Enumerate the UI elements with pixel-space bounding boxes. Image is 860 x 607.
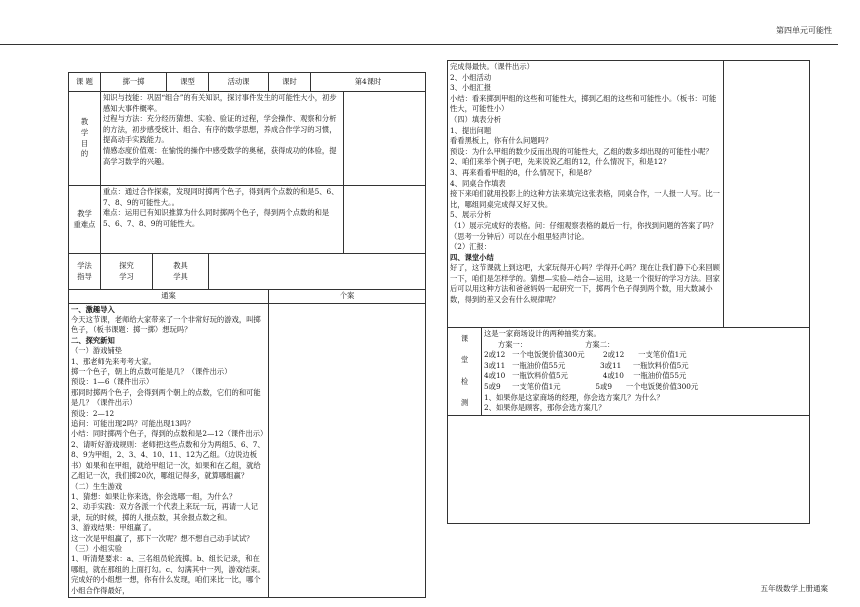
period-value: 第4课时 xyxy=(311,73,426,92)
body-line: 今天这节课，老师给大家带来了一个非常好玩的游戏，叫掷色子，（板书课题：掷一掷）想玩吗？ xyxy=(71,315,261,335)
test-row-1: 2或12 一个电饭煲价值300元 2或12 一支笔价值1元 xyxy=(484,350,687,360)
body-line: 好了，这节课就上到这吧，大家玩得开心吗？学得开心吗？现在让我们静下心来回顾一下，咱们是怎样学的。猜想—实验—结合—运用，这是一个很好的学习方法。回家后可以用这种方法和爸爸妈妈一起研究一下，掷两个色子得到两个数，用大数减小数，得到的差又会有什么规律呢？ xyxy=(450,263,720,305)
objective-attitude: 情感态度价值观：在愉悦的操作中感受数学的奥秘，获得成功的体验，提高学习数学的兴趣。 xyxy=(103,145,337,166)
body-line: （四）填表分析 xyxy=(450,114,502,124)
test-question-1: 1、如果你是这家商场的经理，你会选方案几？为什么？ xyxy=(484,392,664,402)
body-line: （2）汇报： xyxy=(450,242,492,252)
body-line: 1、提出问题 xyxy=(450,125,492,135)
test-question-2: 2、如果你是顾客，那你会选方案几？ xyxy=(484,403,606,413)
body-line: （三）小组实验 xyxy=(71,543,123,553)
lesson-plan-left-table xyxy=(68,72,426,598)
body-line: 3、游戏结果：甲组赢了。 xyxy=(71,523,156,533)
objective-process: 过程与方法：充分经历猜想、实验、验证的过程，学会操作、观察和分析的方法，初步感受统计、组合、有序的数学思想，养成合作学习的习惯，提高动手实践能力。 xyxy=(103,114,337,145)
objectives-label: 教 学 目 的 xyxy=(69,92,101,186)
body-line: （一）游戏铺垫 xyxy=(71,346,123,356)
lesson-plan-right-table xyxy=(447,60,810,524)
general-plan-header: 通案 xyxy=(69,290,269,304)
body-line: 1、听清楚要求：a、三名组员轮流掷。b、组长记录，和在哪组，就在那组的上面打勾。c、勾满其中一列，游戏结束。完成好的小组想一想，你有什么发现，咱们来比一比，哪个小组合作得最好， xyxy=(71,554,265,595)
body-line: 追问：可能出现2吗？可能出现13吗？ xyxy=(71,419,195,429)
section-heading: 一、激趣导入 xyxy=(71,304,115,314)
objectives-blank xyxy=(344,92,426,186)
section-heading: 四、课堂小结 xyxy=(450,252,494,262)
body-line: 5、展示分析 xyxy=(450,210,492,220)
body-line: （二）生生游戏 xyxy=(71,481,123,491)
body-line: 1、猜想：如果让你来选，你会选哪一组，为什么？ xyxy=(71,491,237,501)
body-line: 2、请听好游戏规则：老师把这些点数和分为两组5、6、7、8、9为甲组，2、3、4、10、11、12为乙组。（边说边板书）如果和在甲组，就给甲组记一次，如果和在乙组，就给乙组记一次，我们掷20次，哪组记得多，就算哪组赢？ xyxy=(71,439,265,481)
topic-label: 课 题 xyxy=(69,73,101,92)
body-line: 看看黑板上，你有什么问题吗？ xyxy=(450,136,553,146)
test-intro: 这是一家商场设计的两种抽奖方案。 xyxy=(484,329,601,338)
objective-knowledge: 知识与技能：巩固“组合”的有关知识，探讨事件发生的可能性大小，初步感知大事件概率。 xyxy=(103,93,337,113)
header-unit-title: 第四单元可能性 xyxy=(776,26,832,35)
body-line: 小结：同时掷两个色子，得到的点数和是2—12（课件出示） xyxy=(71,429,268,439)
body-line: 完成得最快。（课件出示） xyxy=(450,62,534,71)
tools-blank xyxy=(209,254,426,290)
body-line: 2、小组活动 xyxy=(450,72,492,82)
body-line: 3、小组汇报 xyxy=(450,83,492,93)
keypoints-content xyxy=(101,186,344,254)
topic-value: 掷一掷 xyxy=(101,73,167,92)
test-row-2: 3或11 一瓶油价值55元 3或11 一瓶饮料价值5元 xyxy=(484,360,689,370)
footer-book-title: 五年级数学上册通案 xyxy=(760,584,828,593)
keypoint-difficulty: 难点：运用已有知识推算为什么同时掷两个色子，得到两个点数的和是5、6、7、8、9的可能性大。 xyxy=(103,208,330,228)
body-line: 这一次是甲组赢了，那下一次呢？想不想自己动手试试？ xyxy=(71,533,254,543)
right-body xyxy=(448,61,724,328)
test-plan-headings: 方案一： 方案二： xyxy=(484,339,615,349)
test-label: 课 堂 检 测 xyxy=(448,328,482,416)
methods-label: 学法 指导 xyxy=(69,254,101,290)
objectives-content xyxy=(101,92,344,186)
keypoints-blank xyxy=(344,186,426,254)
body-line: 4、同桌合作填表 xyxy=(450,178,506,188)
bottom-blank xyxy=(448,415,810,523)
period-label: 课时 xyxy=(269,73,311,92)
tools-label: 教具 学具 xyxy=(153,254,209,290)
test-content xyxy=(482,328,810,416)
body-line: 预设：1—6（课件出示） xyxy=(71,377,154,387)
body-line: 预设：为什么甲组的数少反而出现的可能性大，乙组的数多却出现的可能性小呢？ xyxy=(450,146,713,156)
body-line: 小结：看来掷到甲组的这些和可能性大，掷到乙组的这些和可能性小。（板书：可能性大，可能性小） xyxy=(450,93,717,114)
type-label: 课型 xyxy=(167,73,209,92)
body-line: 1、那老师先来考考大家。 xyxy=(71,356,156,366)
body-line: 3、再来看看甲组的8，什么情况下，和是8？ xyxy=(450,167,596,177)
body-line: （1）展示完成好的表格。问：仔细观察表格的最后一行，你找到问题的答案了吗？（思考一分钟后）可以在小组里轻声讨论。 xyxy=(450,220,718,241)
test-row-4: 5或9 一支笔价值1元 5或9 一个电饭煲价值300元 xyxy=(484,381,699,391)
section-heading: 二、探究新知 xyxy=(71,335,115,345)
keypoint-focus: 重点：通过合作探索，发现同时掷两个色子，得到两个点数的和是5、6、7、8、9的可能性大。。 xyxy=(103,187,339,207)
body-line: 预设：2—12 xyxy=(71,408,115,418)
body-line: 2、咱们来举个例子吧，先来说说乙组的12，什么情况下，和是12？ xyxy=(450,157,671,167)
body-line: 2、动手实践：双方各派一个代表上来玩一玩，再请一人记录，玩的时候，掷的人报点数，其余报点数之和。 xyxy=(71,502,259,522)
keypoints-label: 教学 重难点 xyxy=(69,186,101,254)
type-value: 活动课 xyxy=(209,73,269,92)
left-body xyxy=(69,303,269,597)
test-row-3: 4或10 一瓶饮料价值5元 4或10 一瓶油价值55元 xyxy=(484,371,687,381)
body-line: 接下来咱们就用投影上的这种方法来填完这张表格，同桌合作，一人报一人写。比一比，哪组同桌完成得又好又快。 xyxy=(450,189,720,209)
body-line: 掷一个色子，朝上的点数可能是几？（课件出示） xyxy=(71,367,232,377)
left-personal-blank xyxy=(269,303,426,597)
method-value: 探究 学习 xyxy=(101,254,153,290)
header-rule xyxy=(0,44,838,45)
body-line: 那同时掷两个色子，会得到两个朝上的点数，它们的和可能是几？（课件出示） xyxy=(71,387,261,408)
personal-plan-header: 个案 xyxy=(269,290,426,304)
right-personal-blank xyxy=(724,61,810,328)
